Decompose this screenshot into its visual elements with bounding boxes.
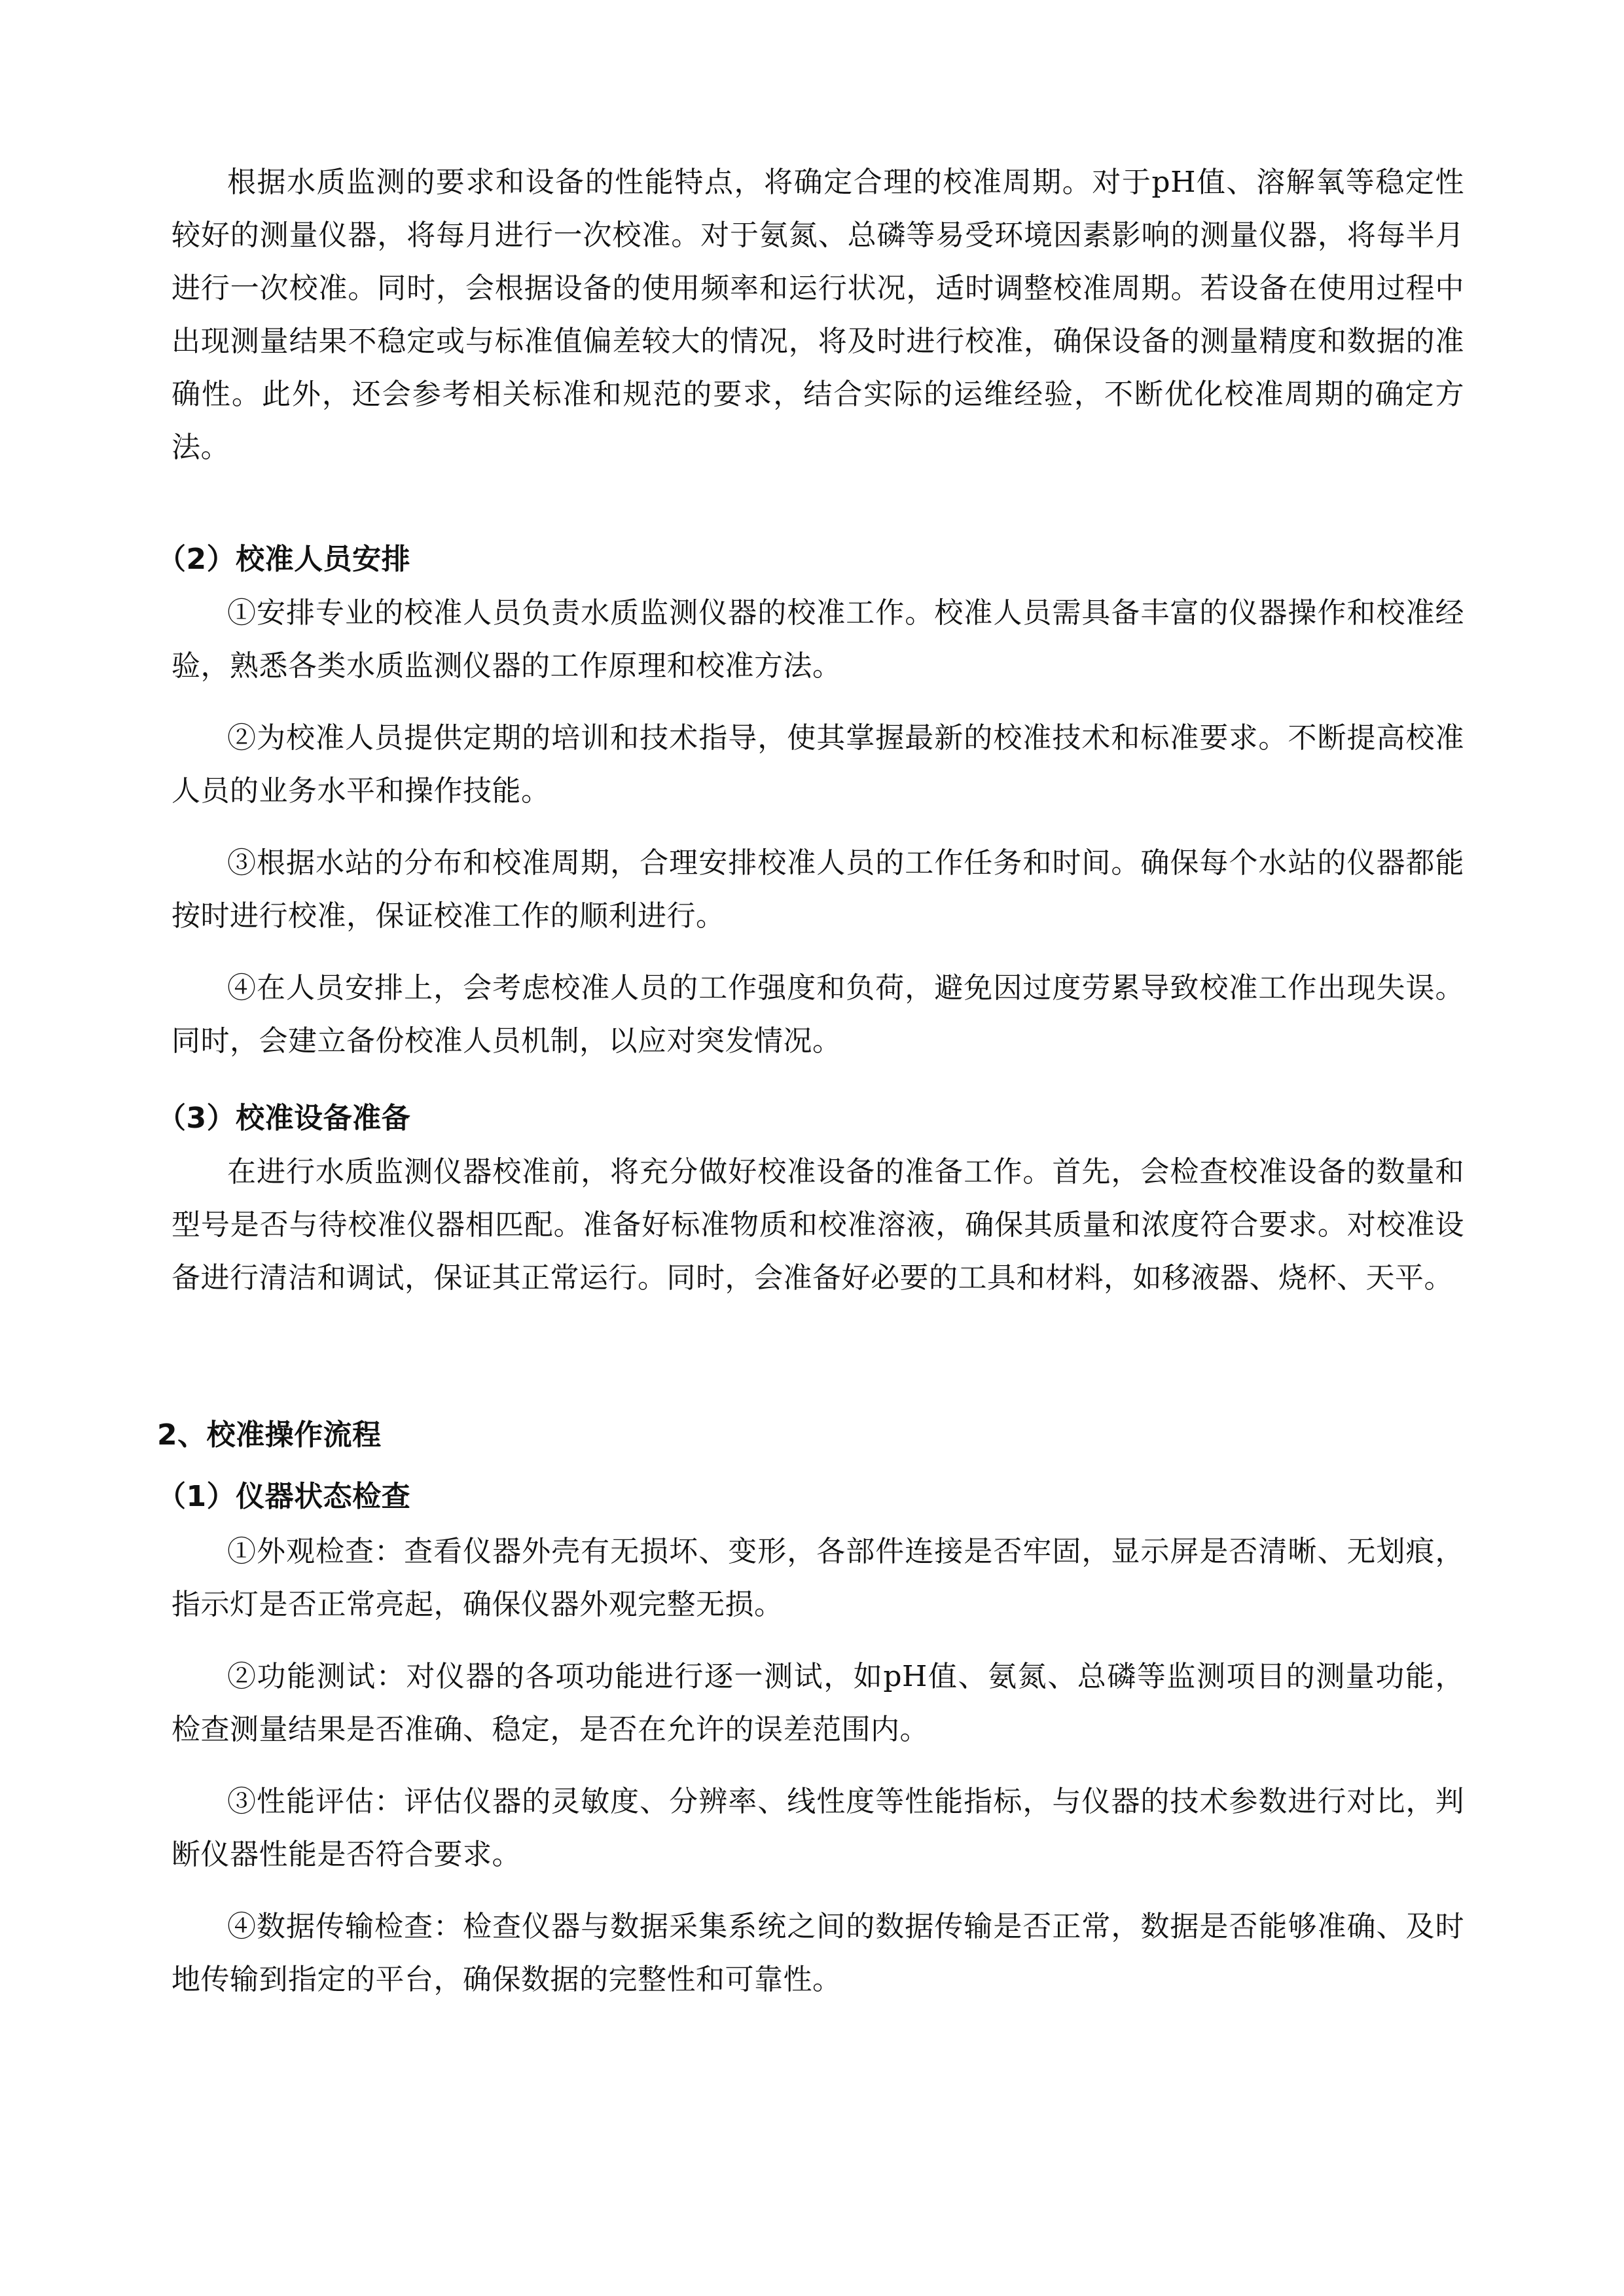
section-3-heading: （3）校准设备准备 — [157, 1102, 411, 1135]
intro-paragraph: 根据水质监测的要求和设备的性能特点，将确定合理的校准周期。对于pH值、溶解氧等稳定性较好的测量仪器，将每月进行一次校准。对于氨氮、总磷等易受环境因素影响的测量仪器，将每半月进行一次校准。同时，会根据设备的使用频率和运行状况，适时调整校准周期。若设备在使用过程中出现测量结果不稳定或与标准值偏差较大的情况，将及时进行校准，确保设备的测量精度和数据的准确性。此外，还会参考相关标准和规范的要求，结合实际的运维经验，不断优化校准周期的确定方法。 — [171, 166, 1464, 464]
section-2-item-4: ④在人员安排上，会考虑校准人员的工作强度和负荷，避免因过度劳累导致校准工作出现失误。同时，会建立备份校准人员机制，以应对突发情况。 — [171, 971, 1464, 1058]
chapter-2-sub-1-heading: （1）仪器状态检查 — [157, 1480, 411, 1513]
check-item-performance: ③性能评估：评估仪器的灵敏度、分辨率、线性度等性能指标，与仪器的技术参数进行对比，判断仪器性能是否符合要求。 — [171, 1785, 1464, 1871]
section-2-item-1: ①安排专业的校准人员负责水质监测仪器的校准工作。校准人员需具备丰富的仪器操作和校准经验，熟悉各类水质监测仪器的工作原理和校准方法。 — [171, 596, 1464, 683]
check-item-appearance: ①外观检查：查看仪器外壳有无损坏、变形，各部件连接是否牢固，显示屏是否清晰、无划痕，指示灯是否正常亮起，确保仪器外观完整无损。 — [171, 1535, 1464, 1621]
section-2-item-2: ②为校准人员提供定期的培训和技术指导，使其掌握最新的校准技术和标准要求。不断提高校准人员的业务水平和操作技能。 — [171, 721, 1464, 808]
check-item-function: ②功能测试：对仪器的各项功能进行逐一测试，如pH值、氨氮、总磷等监测项目的测量功能，检查测量结果是否准确、稳定，是否在允许的误差范围内。 — [171, 1660, 1464, 1746]
section-2-heading: （2）校准人员安排 — [157, 543, 411, 576]
section-3-paragraph: 在进行水质监测仪器校准前，将充分做好校准设备的准备工作。首先，会检查校准设备的数量和型号是否与待校准仪器相匹配。准备好标准物质和校准溶液，确保其质量和浓度符合要求。对校准设备进行清洁和调试，保证其正常运行。同时，会准备好必要的工具和材料，如移液器、烧杯、天平。 — [171, 1155, 1464, 1295]
section-2-item-3: ③根据水站的分布和校准周期，合理安排校准人员的工作任务和时间。确保每个水站的仪器都能按时进行校准，保证校准工作的顺利进行。 — [171, 846, 1464, 933]
chapter-2-heading: 2、校准操作流程 — [157, 1418, 382, 1452]
check-item-data-transfer: ④数据传输检查：检查仪器与数据采集系统之间的数据传输是否正常，数据是否能够准确、及时地传输到指定的平台，确保数据的完整性和可靠性。 — [171, 1910, 1464, 1996]
